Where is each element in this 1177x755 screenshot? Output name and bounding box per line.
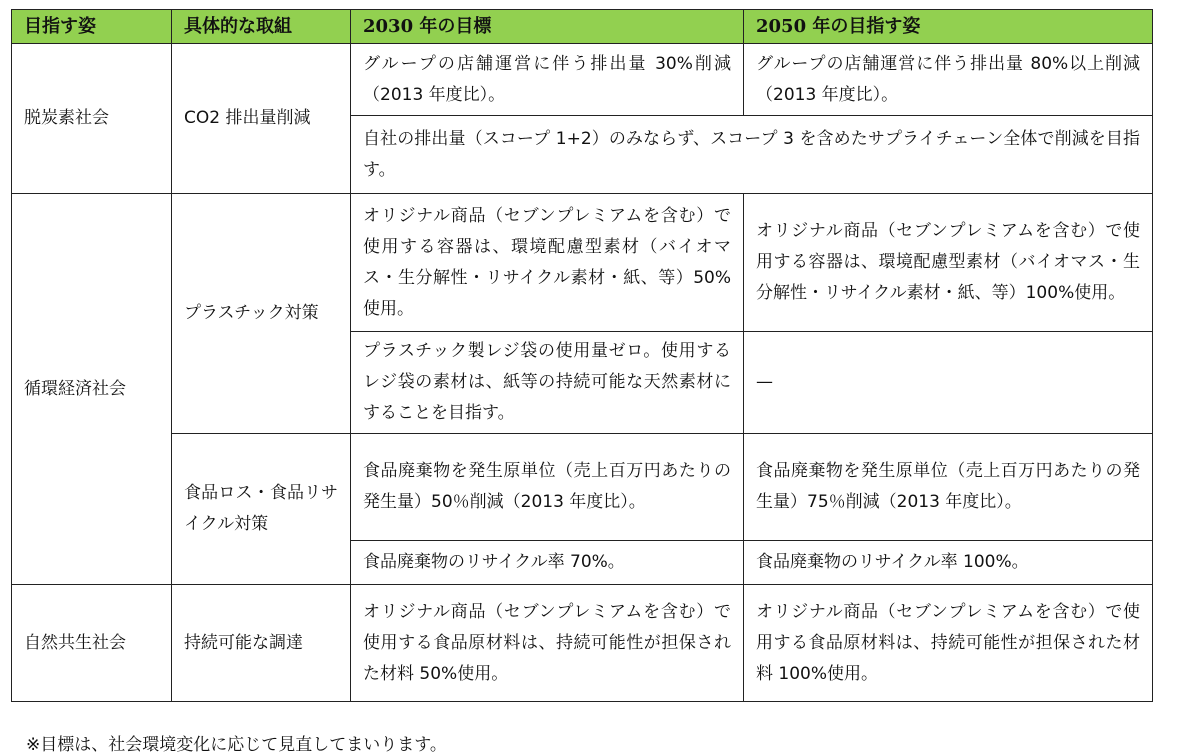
target-2030-cell: 食品廃棄物を発生原単位（売上百万円あたりの発生量）50％削減（2013 年度比）。 [351,434,744,541]
target-2030-cell: プラスチック製レジ袋の使用量ゼロ。使用するレジ袋の素材は、紙等の持続可能な天然素材にすることを目指す。 [351,332,744,434]
target-2030-cell: オリジナル商品（セブンプレミアムを含む）で使用する容器は、環境配慮型素材（バイオマス・生分解性・リサイクル素材・紙、等）50%使用。 [351,194,744,332]
table-row [12,585,1153,702]
target-2050-cell: 食品廃棄物を発生原単位（売上百万円あたりの発生量）75％削減（2013 年度比）。 [744,434,1153,541]
table-row [12,434,1153,541]
target-2050-cell: オリジナル商品（セブンプレミアムを含む）で使用する容器は、環境配慮型素材（バイオマス・生分解性・リサイクル素材・紙、等）100%使用。 [744,194,1153,332]
table-row [12,194,1153,332]
target-2030-cell: グループの店舗運営に伴う排出量 30%削減（2013 年度比）。 [351,44,744,116]
goal-cell: 脱炭素社会 [12,44,172,194]
header-2030: 2030 年の目標 [351,10,744,44]
action-cell: CO2 排出量削減 [172,44,351,194]
table-row [12,44,1153,116]
action-cell: 食品ロス・食品リサイクル対策 [172,434,351,585]
target-2050-cell: — [744,332,1153,434]
goal-cell: 自然共生社会 [12,585,172,702]
goal-cell: 循環経済社会 [12,194,172,585]
target-2050-cell: オリジナル商品（セブンプレミアムを含む）で使用する食品原材料は、持続可能性が担保された材料 100%使用。 [744,585,1153,702]
header-goal: 目指す姿 [12,10,172,44]
environmental-goals-table [11,9,1153,702]
target-2050-cell: 食品廃棄物のリサイクル率 100%。 [744,541,1153,585]
shared-target-cell: 自社の排出量（スコープ 1+2）のみならず、スコープ 3 を含めたサプライチェーン全体で削減を目指す。 [351,116,1153,194]
header-2050: 2050 年の目指す姿 [744,10,1153,44]
header-action: 具体的な取組 [172,10,351,44]
target-2030-cell: 食品廃棄物のリサイクル率 70%。 [351,541,744,585]
target-2030-cell: オリジナル商品（セブンプレミアムを含む）で使用する食品原材料は、持続可能性が担保された材料 50%使用。 [351,585,744,702]
action-cell: 持続可能な調達 [172,585,351,702]
target-2050-cell: グループの店舗運営に伴う排出量 80%以上削減（2013 年度比）。 [744,44,1153,116]
header-row [12,10,1153,44]
action-cell: プラスチック対策 [172,194,351,434]
footnote: ※目標は、社会環境変化に応じて見直してまいります。 [26,735,447,755]
